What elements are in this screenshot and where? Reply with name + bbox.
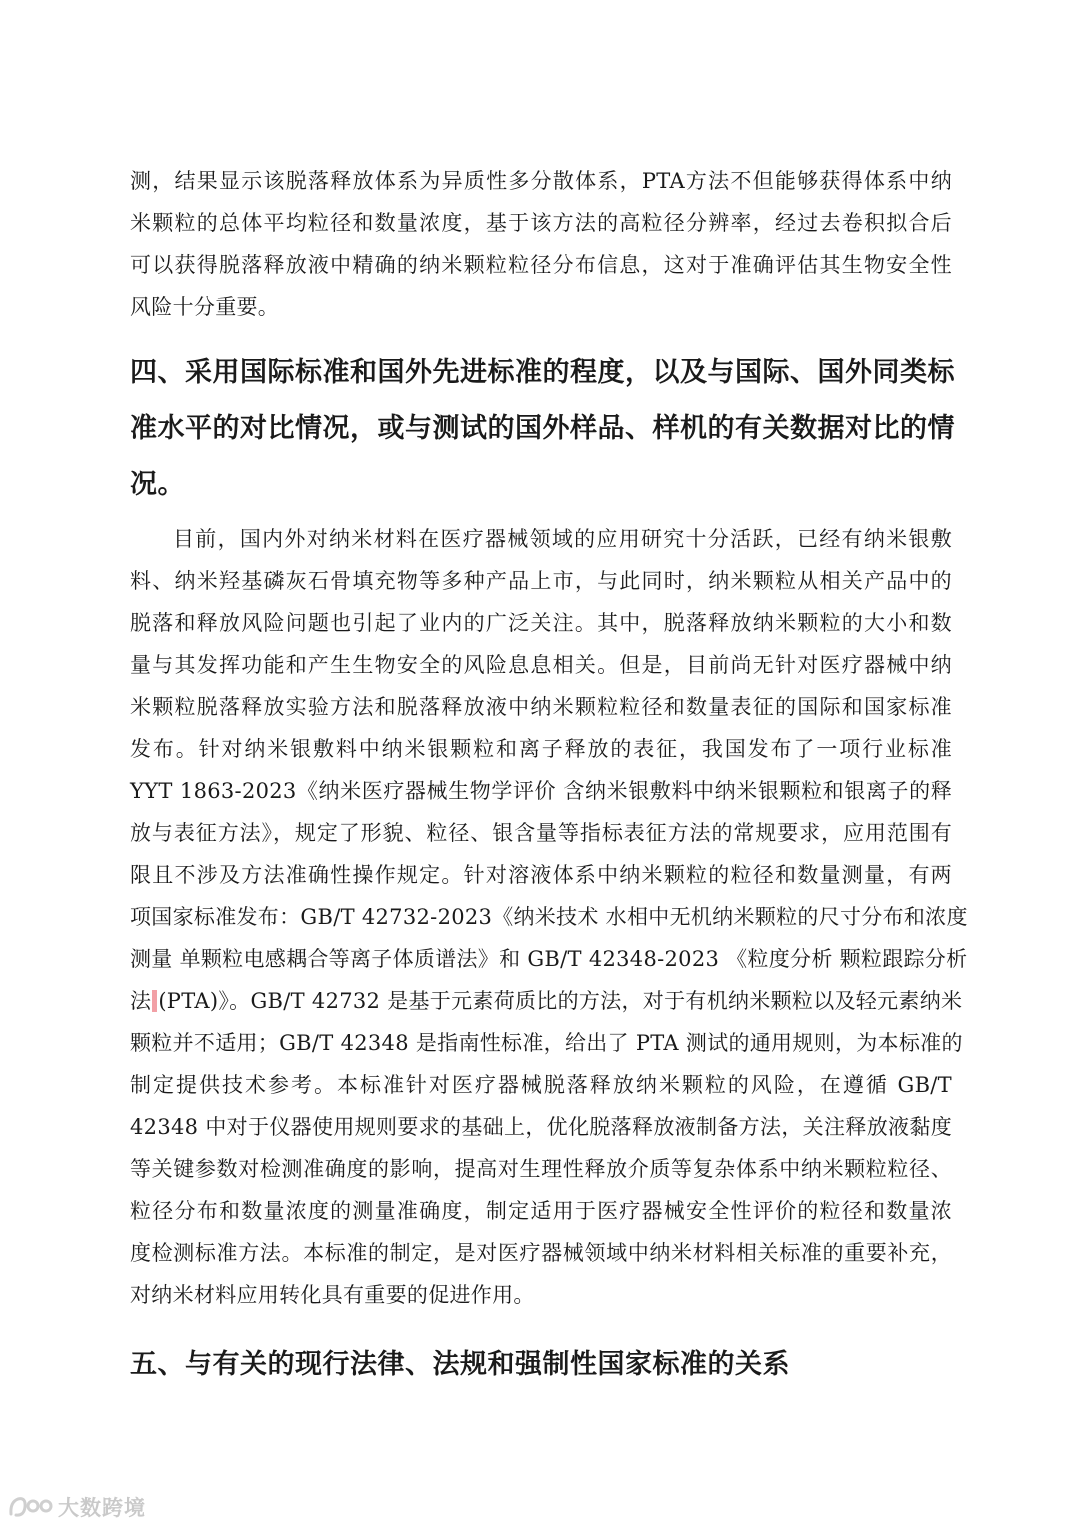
body-line-with-cursor[interactable] bbox=[130, 987, 963, 1015]
section-four-heading: 况。 bbox=[130, 469, 185, 500]
body-line: 目前，国内外对纳米材料在医疗器械领域的应用研究十分活跃，已经有纳米银敷 bbox=[173, 527, 952, 551]
body-line: 测量 单颗粒电感耦合等离子体质谱法》和 GB/T 42348-2023 《粒度分析 颗粒跟踪分析 bbox=[130, 947, 968, 971]
watermark-text: 大数跨境 bbox=[58, 1496, 146, 1520]
body-line: 料、纳米羟基磷灰石骨填充物等多种产品上市，与此同时，纳米颗粒从相关产品中的 bbox=[130, 569, 952, 593]
body-line: 度检测标准方法。本标准的制定，是对医疗器械领域中纳米材料相关标准的重要补充， bbox=[130, 1241, 952, 1265]
section-five-heading: 五、与有关的现行法律、法规和强制性国家标准的关系 bbox=[130, 1349, 790, 1380]
body-line: 米颗粒脱落释放实验方法和脱落释放液中纳米颗粒粒径和数量表征的国际和国家标准 bbox=[130, 695, 952, 719]
section-four-heading: 四、采用国际标准和国外先进标准的程度，以及与国际、国外同类标 bbox=[130, 357, 955, 388]
body-line: 脱落和释放风险问题也引起了业内的广泛关注。其中，脱落释放纳米颗粒的大小和数 bbox=[130, 611, 952, 635]
paragraph-line: 测，结果显示该脱落释放体系为异质性多分散体系，PTA方法不但能够获得体系中纳 bbox=[130, 169, 952, 193]
body-line: 42348 中对于仪器使用规则要求的基础上，优化脱落释放液制备方法，关注释放液黏度 bbox=[130, 1115, 952, 1139]
cursor-line-prefix: 法 bbox=[130, 989, 152, 1013]
paragraph-line: 可以获得脱落释放液中精确的纳米颗粒粒径分布信息，这对于准确评估其生物安全性 bbox=[130, 253, 952, 277]
body-line: 等关键参数对检测准确度的影响，提高对生理性释放介质等复杂体系中纳米颗粒粒径、 bbox=[130, 1157, 952, 1181]
body-line: 制定提供技术参考。本标准针对医疗器械脱落释放纳米颗粒的风险，在遵循 GB/T bbox=[130, 1073, 952, 1097]
body-line: YYT 1863-2023《纳米医疗器械生物学评价 含纳米银敷料中纳米银颗粒和银离子的释 bbox=[130, 779, 952, 803]
cursor-line-suffix: (PTA)》。GB/T 42732 是基于元素荷质比的方法，对于有机纳米颗粒以及轻元素纳米 bbox=[158, 989, 963, 1013]
text-cursor bbox=[152, 990, 157, 1012]
body-line: 粒径分布和数量浓度的测量准确度，制定适用于医疗器械安全性评价的粒径和数量浓 bbox=[130, 1199, 952, 1223]
body-line: 发布。针对纳米银敷料中纳米银颗粒和离子释放的表征，我国发布了一项行业标准 bbox=[130, 737, 952, 761]
body-line: 量与其发挥功能和产生生物安全的风险息息相关。但是，目前尚无针对医疗器械中纳 bbox=[130, 653, 952, 677]
watermark-logo-icon bbox=[8, 1494, 54, 1520]
paragraph-line: 米颗粒的总体平均粒径和数量浓度，基于该方法的高粒径分辨率，经过去卷积拟合后 bbox=[130, 211, 952, 235]
watermark bbox=[8, 1490, 146, 1524]
body-line: 对纳米材料应用转化具有重要的促进作用。 bbox=[130, 1283, 535, 1307]
body-line: 放与表征方法》，规定了形貌、粒径、银含量等指标表征方法的常规要求，应用范围有 bbox=[130, 821, 952, 845]
body-line: 项国家标准发布：GB/T 42732-2023《纳米技术 水相中无机纳米颗粒的尺寸分布和浓度 bbox=[130, 905, 968, 929]
body-line: 限且不涉及方法准确性操作规定。针对溶液体系中纳米颗粒的粒径和数量测量，有两 bbox=[130, 863, 952, 887]
paragraph-line: 风险十分重要。 bbox=[130, 295, 280, 319]
body-line: 颗粒并不适用；GB/T 42348 是指南性标准，给出了 PTA 测试的通用规则，为本标准的 bbox=[130, 1031, 963, 1055]
section-four-heading: 准水平的对比情况，或与测试的国外样品、样机的有关数据对比的情 bbox=[130, 413, 955, 444]
